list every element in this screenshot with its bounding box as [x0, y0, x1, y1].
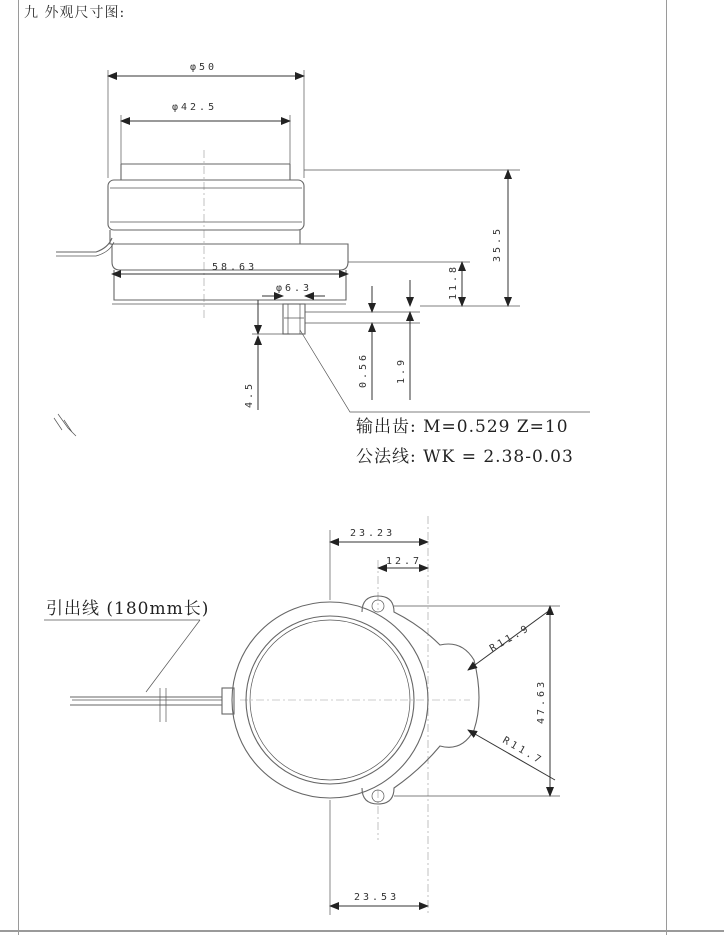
lead-wire-side: [56, 238, 112, 252]
dim-23-23: 23.23: [350, 528, 396, 539]
gear-leader-line: [300, 330, 590, 412]
top-view: [44, 516, 560, 915]
dim-35-5: 35.5: [492, 225, 503, 262]
dim-r11-9: R11.9: [488, 622, 533, 655]
section-heading: 九 外观尺寸图:: [24, 5, 126, 21]
dim-4-5: 4.5: [244, 380, 255, 408]
output-shaft: [283, 304, 305, 334]
lead-wire-side-2: [56, 242, 114, 256]
dim-phi6-3: φ6.3: [276, 283, 313, 294]
dim-12-7: 12.7: [386, 556, 423, 567]
lower-step: [110, 230, 300, 244]
pitch-spec: 公法线: WK = 2.38-0.03: [356, 447, 574, 467]
dim-11-8: 11.8: [448, 263, 459, 300]
dim-1-9: 1.9: [396, 356, 407, 384]
top-cap: [121, 164, 290, 180]
gear-spec: 输出齿: M=0.529 Z=10: [356, 417, 569, 437]
side-view: [56, 62, 590, 467]
dim-0-56: 0.56: [358, 351, 369, 388]
mounting-hole-top: [372, 600, 384, 612]
dim-r11-7: R11.7: [500, 735, 546, 768]
dim-47-63: 47.63: [536, 678, 547, 724]
scribble-mark: [54, 414, 76, 436]
dim-23-53: 23.53: [354, 892, 400, 903]
motor-body: [108, 180, 304, 230]
lead-wire-leader: [146, 620, 200, 692]
lead-wire-label: 引出线 (180mm长): [46, 599, 210, 619]
dim-phi50: φ50: [190, 62, 218, 73]
dim-phi42-5: φ42.5: [172, 102, 218, 113]
dim-58-63: 58.63: [212, 262, 258, 273]
